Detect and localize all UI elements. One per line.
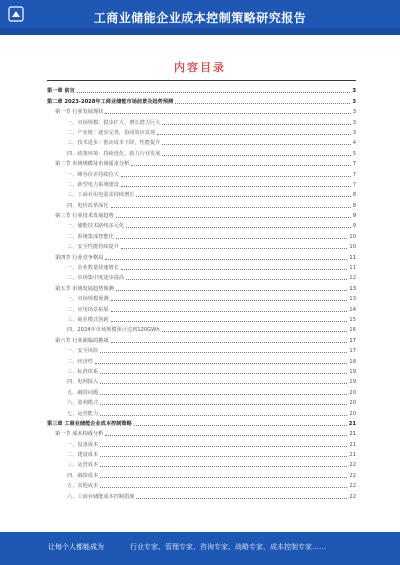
toc-leader-dots xyxy=(157,134,350,135)
toc-entry[interactable] xyxy=(47,406,356,416)
toc-entry[interactable] xyxy=(47,427,356,437)
toc-entry-page: 9 xyxy=(352,223,356,230)
toc-entry[interactable] xyxy=(47,188,356,198)
toc-entry-title: 一、峰谷价差持续拉大 xyxy=(67,171,119,178)
toc-entry-title: 七、运营能力 xyxy=(67,410,99,417)
toc-leader-dots xyxy=(105,113,350,114)
toc-entry-page: 13 xyxy=(349,296,356,303)
toc-entry-title: 二、系统集成智能化 xyxy=(67,233,114,240)
toc-entry[interactable] xyxy=(47,344,356,354)
report-header xyxy=(0,0,400,35)
toc-entry-title: 三、技术进步：推动成本下降，性能提升 xyxy=(67,140,161,147)
toc-entry-title: 一、市场规模：稳步扩大，增长潜力巨大 xyxy=(67,119,161,126)
toc-entry-page: 3 xyxy=(352,129,356,136)
toc-entry-page: 8 xyxy=(352,202,356,209)
header-shade xyxy=(0,28,400,35)
toc-entry-title: 第二节 市场规模及市场需求分析 xyxy=(55,161,130,168)
toc-leader-dots xyxy=(126,227,351,228)
toc-entry-title: 第四节 行业竞争格局 xyxy=(55,254,104,261)
toc-entry-title: 第一章 前言 xyxy=(47,88,75,95)
toc-leader-dots xyxy=(100,352,347,353)
toc-entry-title: 五、其他成本 xyxy=(67,483,99,490)
toc-entry-page: 21 xyxy=(349,431,356,438)
toc-entry[interactable] xyxy=(47,385,356,395)
toc-entry-page: 11 xyxy=(349,265,356,272)
toc-entry[interactable] xyxy=(47,261,356,271)
toc-leader-dots xyxy=(116,217,351,218)
toc-entry-page: 8 xyxy=(352,192,356,199)
toc-leader-dots xyxy=(121,248,348,249)
toc-entry[interactable] xyxy=(47,365,356,375)
toc-entry-title: 第二章 2023-2028年工商业储能市场前景及趋势预测 xyxy=(47,98,174,105)
toc-entry-page: 3 xyxy=(352,98,356,105)
footer-brand: 让每个人都能成为 xyxy=(48,543,104,551)
toc-entry-page: 17 xyxy=(349,348,356,355)
toc-entry[interactable] xyxy=(47,333,356,343)
toc-leader-dots xyxy=(111,311,348,312)
toc-leader-dots xyxy=(105,259,347,260)
toc-leader-dots xyxy=(100,404,347,405)
toc-entry-title: 二、新型电力系统建设 xyxy=(67,181,119,188)
toc-leader-dots xyxy=(121,176,351,177)
toc-leader-dots xyxy=(131,165,350,166)
toc-leader-dots xyxy=(77,92,351,93)
toc-leader-dots xyxy=(95,363,347,364)
toc-entry-page: 19 xyxy=(349,379,356,386)
toc-entry[interactable] xyxy=(47,479,356,489)
toc-entry-title: 第一节 行业发展现状 xyxy=(55,109,104,116)
toc-entry-title: 四、融资成本 xyxy=(67,472,99,479)
toc-leader-dots xyxy=(136,196,350,197)
toc-entry-title: 二、市场集中度逐步提高 xyxy=(67,275,125,282)
toc-leader-dots xyxy=(162,124,350,125)
toc-entry-page: 15 xyxy=(349,316,356,323)
toc-entry[interactable] xyxy=(47,302,356,312)
toc-leader-dots xyxy=(100,456,347,457)
toc-entry[interactable] xyxy=(47,157,356,167)
toc-entry[interactable] xyxy=(47,115,356,125)
toc-entry-page: 22 xyxy=(349,493,356,500)
toc-entry-title: 一、安全风险 xyxy=(67,348,99,355)
toc-leader-dots xyxy=(121,186,351,187)
toc-entry[interactable] xyxy=(47,448,356,458)
toc-leader-dots xyxy=(100,487,347,488)
toc-entry[interactable] xyxy=(47,292,356,302)
toc-entry-title: 五、融资问题 xyxy=(67,389,99,396)
toc-entry-page: 20 xyxy=(349,389,356,396)
toc-entry-page: 4 xyxy=(352,140,356,147)
toc-entry-page: 19 xyxy=(349,368,356,375)
toc-leader-dots xyxy=(100,446,347,447)
toc-leader-dots xyxy=(162,331,348,332)
toc-entry-page: 20 xyxy=(349,400,356,407)
report-title: 工商业储能企业成本控制策略研究报告 xyxy=(93,11,307,25)
toc-leader-dots xyxy=(111,342,348,343)
toc-entry-page: 22 xyxy=(349,483,356,490)
toc-entry-title: 二、经济性 xyxy=(67,358,93,365)
toc-entry[interactable] xyxy=(47,178,356,188)
toc-leader-dots xyxy=(111,207,351,208)
toc-entry-page: 3 xyxy=(352,88,356,95)
toc-entry-page: 20 xyxy=(349,410,356,417)
toc-leader-dots xyxy=(116,238,348,239)
toc-entry[interactable] xyxy=(47,126,356,136)
toc-entry-page: 10 xyxy=(349,233,356,240)
toc-entry-title: 第三节 行业技术发展趋势 xyxy=(55,213,114,220)
toc-entry[interactable] xyxy=(47,323,356,333)
toc-entry-title: 第五节 市场发展趋势预测 xyxy=(55,285,114,292)
toc-leader-dots xyxy=(116,290,348,291)
toc-entry-page: 21 xyxy=(348,420,356,427)
toc-entry-title: 四、电价改革深化 xyxy=(67,202,109,209)
toc-entry[interactable] xyxy=(47,281,356,291)
toc-entry[interactable] xyxy=(47,84,356,94)
toc-entry[interactable] xyxy=(47,313,356,323)
toc-entry-title: 三、标准体系 xyxy=(67,368,99,375)
toc-entry-page: 9 xyxy=(352,213,356,220)
toc-entry[interactable] xyxy=(47,354,356,364)
toc-leader-dots xyxy=(105,435,347,436)
toc-entry-page: 7 xyxy=(352,161,356,168)
toc-entry[interactable] xyxy=(47,489,356,499)
toc-entry-title: 四、政策环境：持续优化，助力行业发展 xyxy=(67,150,161,157)
toc-entry-title: 四、2024年市场规模预计达到120GWh xyxy=(67,327,160,334)
toc-entry-title: 四、电网接入 xyxy=(67,379,99,386)
toc-leader-dots xyxy=(100,383,347,384)
toc-entry-page: 21 xyxy=(349,452,356,459)
table-of-contents xyxy=(47,84,356,500)
toc-entry-title: 一、企业数量快速增长 xyxy=(67,265,119,272)
toc-entry[interactable] xyxy=(47,209,356,219)
toc-entry-title: 六、盈利模式 xyxy=(67,400,99,407)
toc-leader-dots xyxy=(134,425,347,426)
toc-entry[interactable] xyxy=(47,198,356,208)
toc-entry[interactable] xyxy=(47,240,356,250)
toc-entry-title: 三、商业模式创新 xyxy=(67,316,109,323)
toc-entry[interactable] xyxy=(47,468,356,478)
toc-heading: 内容目录 xyxy=(174,61,226,74)
toc-leader-dots xyxy=(100,373,347,374)
toc-entry-title: 二、建设成本 xyxy=(67,452,99,459)
toc-leader-dots xyxy=(100,466,347,467)
toc-leader-dots xyxy=(162,155,350,156)
toc-entry-title: 三、安全性能持续提升 xyxy=(67,244,119,251)
toc-entry-title: 第一节 成本构成分析 xyxy=(55,431,104,438)
toc-entry-title: 一、储能技术路线多元化 xyxy=(67,223,125,230)
toc-entry[interactable] xyxy=(47,167,356,177)
toc-divider xyxy=(47,80,356,81)
toc-entry[interactable] xyxy=(47,458,356,468)
toc-leader-dots xyxy=(136,498,347,499)
toc-entry-page: 12 xyxy=(349,275,356,282)
footer-tagline: 行业专家、管理专家、咨询专家、战略专家、成本控制专家…… xyxy=(130,543,326,551)
toc-entry[interactable] xyxy=(47,229,356,239)
toc-entry-page: 16 xyxy=(349,327,356,334)
toc-entry-page: 21 xyxy=(349,441,356,448)
toc-entry-title: 六、工商业储能成本控制措施 xyxy=(67,493,135,500)
toc-leader-dots xyxy=(126,279,347,280)
toc-entry-title: 二、产业链：逐步完善，协同效应显现 xyxy=(67,129,156,136)
toc-entry-page: 17 xyxy=(349,337,356,344)
toc-entry[interactable] xyxy=(47,136,356,146)
toc-entry-title: 第六节 行业面临的挑战 xyxy=(55,337,109,344)
toc-entry-page: 22 xyxy=(349,462,356,469)
toc-leader-dots xyxy=(100,477,347,478)
toc-entry-page: 22 xyxy=(349,472,356,479)
toc-entry-title: 二、应用场景拓展 xyxy=(67,306,109,313)
toc-entry-page: 11 xyxy=(349,254,356,261)
toc-entry-title: 一、市场规模预测 xyxy=(67,296,109,303)
toc-leader-dots xyxy=(111,300,348,301)
toc-entry[interactable] xyxy=(47,375,356,385)
toc-entry-title: 三、工商业用电需求持续增长 xyxy=(67,192,135,199)
toc-entry[interactable] xyxy=(47,94,356,104)
toc-entry[interactable] xyxy=(47,271,356,281)
toc-leader-dots xyxy=(100,415,347,416)
toc-entry-page: 3 xyxy=(352,109,356,116)
toc-entry[interactable] xyxy=(47,437,356,447)
toc-entry-title: 第三章 工商业储能企业成本控制策略 xyxy=(47,420,132,427)
toc-entry[interactable] xyxy=(47,396,356,406)
toc-entry-title: 一、设备成本 xyxy=(67,441,99,448)
toc-entry-page: 13 xyxy=(349,285,356,292)
toc-entry[interactable] xyxy=(47,417,356,427)
toc-entry-page: 5 xyxy=(352,150,356,157)
toc-entry[interactable] xyxy=(47,219,356,229)
toc-entry[interactable] xyxy=(47,105,356,115)
toc-leader-dots xyxy=(162,144,350,145)
toc-entry[interactable] xyxy=(47,146,356,156)
toc-entry-page: 7 xyxy=(352,171,356,178)
toc-entry-page: 18 xyxy=(349,358,356,365)
toc-leader-dots xyxy=(121,269,348,270)
toc-entry[interactable] xyxy=(47,250,356,260)
toc-entry-page: 10 xyxy=(349,244,356,251)
toc-leader-dots xyxy=(175,103,350,104)
toc-entry-title: 三、运营成本 xyxy=(67,462,99,469)
toc-entry-page: 7 xyxy=(352,181,356,188)
toc-leader-dots xyxy=(111,321,348,322)
toc-leader-dots xyxy=(100,394,347,395)
toc-entry-page: 14 xyxy=(349,306,356,313)
toc-entry-page: 3 xyxy=(352,119,356,126)
